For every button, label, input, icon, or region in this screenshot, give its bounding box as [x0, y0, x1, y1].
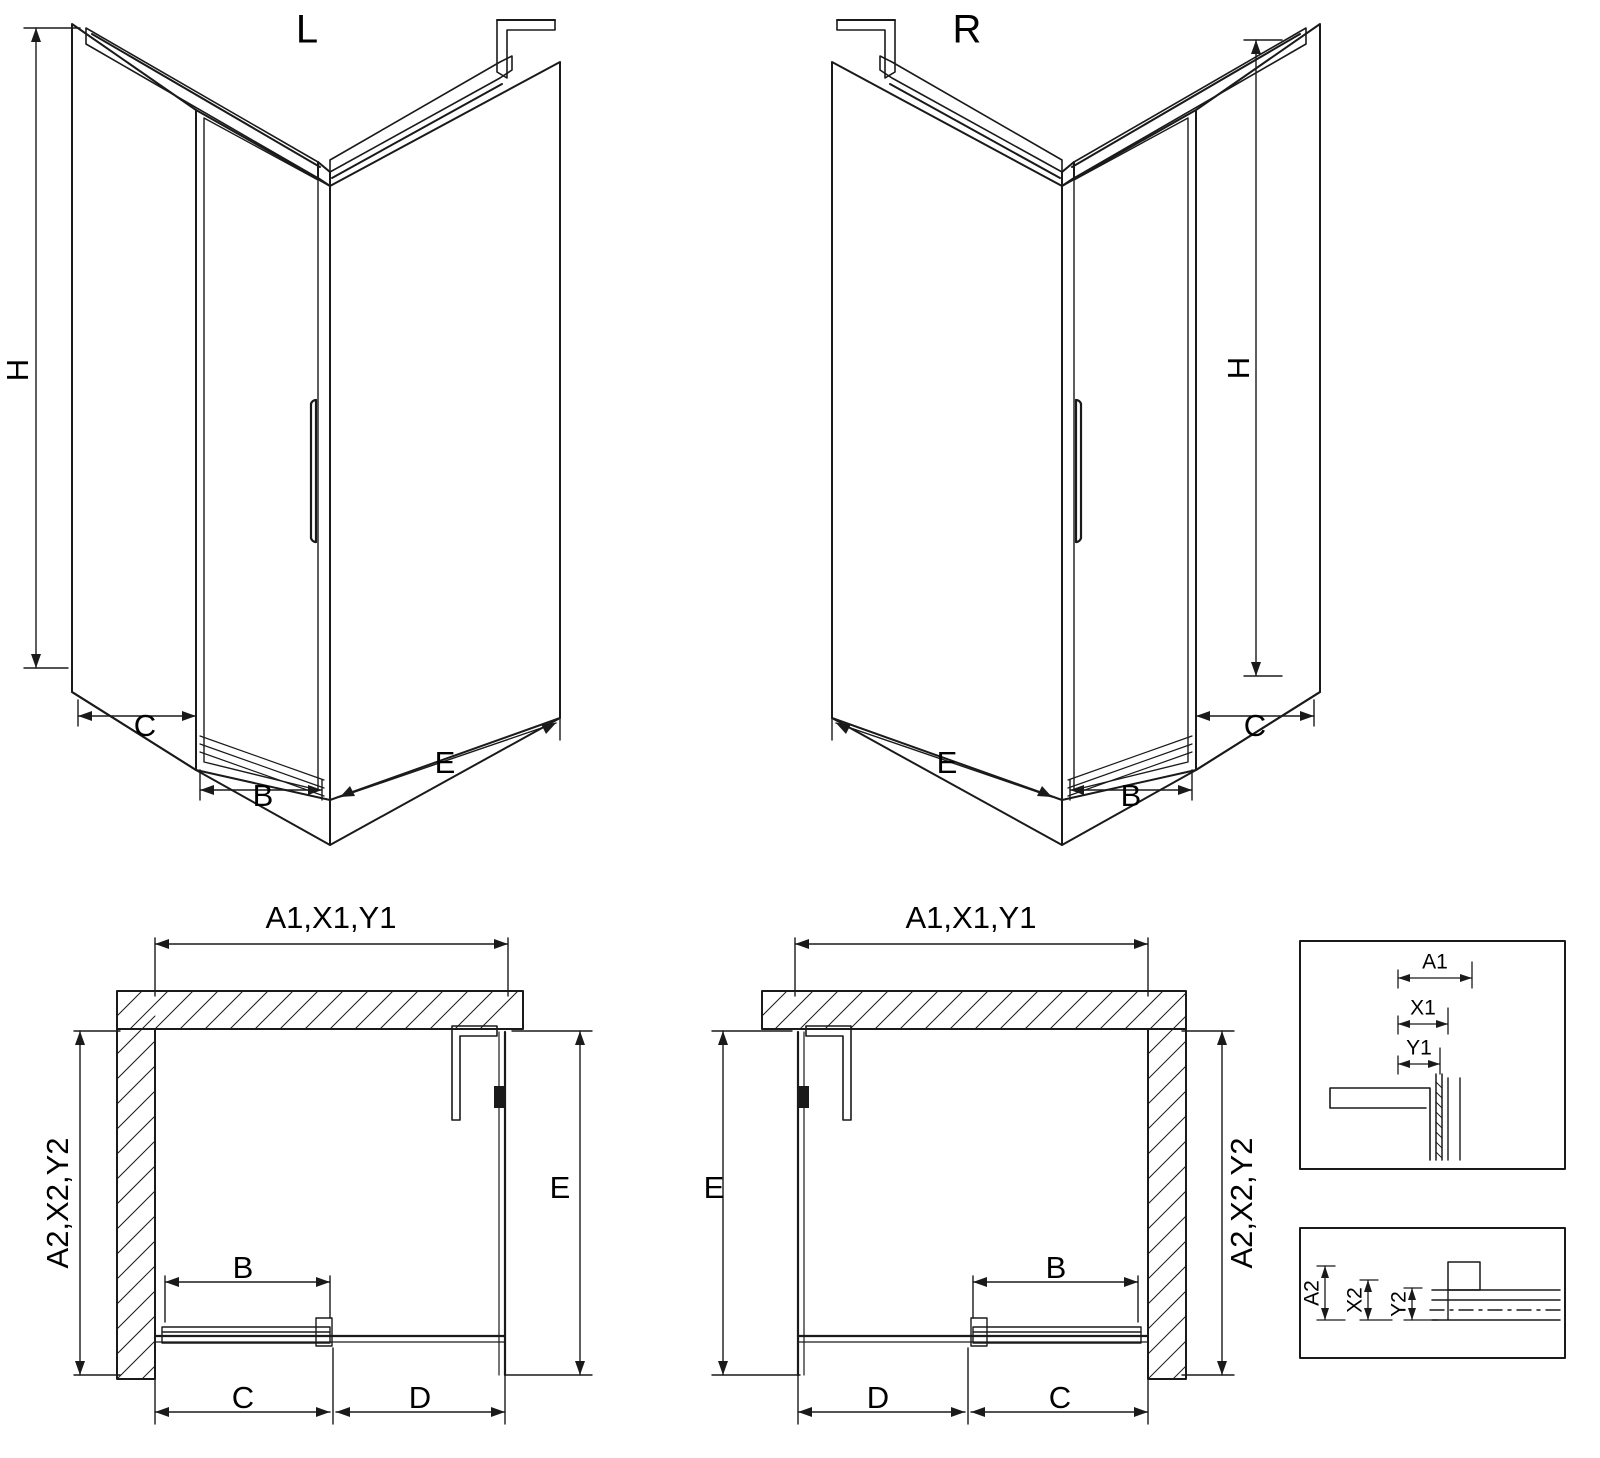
label-B-right: B	[1120, 778, 1142, 814]
dim-A1X1Y1-left	[155, 938, 508, 996]
label-C-plan-left: C	[231, 1380, 255, 1416]
label-E-right: E	[936, 745, 958, 781]
label-E-plan-left: E	[549, 1170, 571, 1206]
wall-hatch-top	[117, 991, 523, 1029]
label-B-plan-left: B	[232, 1250, 254, 1286]
label-title-right: R	[952, 7, 982, 52]
label-C-left: C	[133, 708, 157, 744]
wall-hatch-right	[1148, 1016, 1186, 1379]
label-detail-Y2: Y2	[1387, 1291, 1411, 1317]
iso-view-left	[24, 20, 560, 845]
label-D-plan-right: D	[866, 1380, 890, 1416]
label-detail-A1: A1	[1422, 950, 1448, 974]
plan-view-right	[712, 938, 1234, 1424]
label-A1X1Y1-right: A1,X1,Y1	[905, 900, 1037, 936]
wall-hatch-left	[117, 1016, 155, 1379]
label-C-right: C	[1243, 708, 1267, 744]
label-E-plan-right: E	[703, 1170, 725, 1206]
label-title-left: L	[295, 7, 319, 52]
label-detail-X1: X1	[1410, 996, 1436, 1020]
label-B-plan-right: B	[1045, 1250, 1067, 1286]
label-A2X2Y2-right: A2,X2,Y2	[1224, 1137, 1260, 1269]
label-B-left: B	[252, 778, 274, 814]
label-C-plan-right: C	[1048, 1380, 1072, 1416]
wall-hatch-top-right	[762, 991, 1186, 1029]
label-detail-A2: A2	[1300, 1280, 1324, 1306]
label-detail-X2: X2	[1343, 1287, 1367, 1313]
label-H-right: H	[1221, 356, 1257, 380]
label-detail-Y1: Y1	[1406, 1036, 1432, 1060]
label-H-left: H	[0, 358, 36, 382]
dim-CD-plan-left	[155, 1348, 505, 1424]
detail-view-bottom	[1300, 1228, 1565, 1358]
label-E-left: E	[434, 745, 456, 781]
plan-view-left	[74, 938, 592, 1424]
label-D-plan-left: D	[408, 1380, 432, 1416]
dim-E-plan-right	[712, 1031, 800, 1375]
label-A2X2Y2-left: A2,X2,Y2	[40, 1137, 76, 1269]
detail-view-top	[1300, 941, 1565, 1169]
dim-DC-plan-right	[798, 1348, 1148, 1424]
dim-E-plan-left	[505, 1031, 592, 1375]
label-A1X1Y1-left: A1,X1,Y1	[265, 900, 397, 936]
dim-A2X2Y2-left	[74, 1031, 120, 1375]
dim-A1X1Y1-right	[795, 938, 1148, 996]
